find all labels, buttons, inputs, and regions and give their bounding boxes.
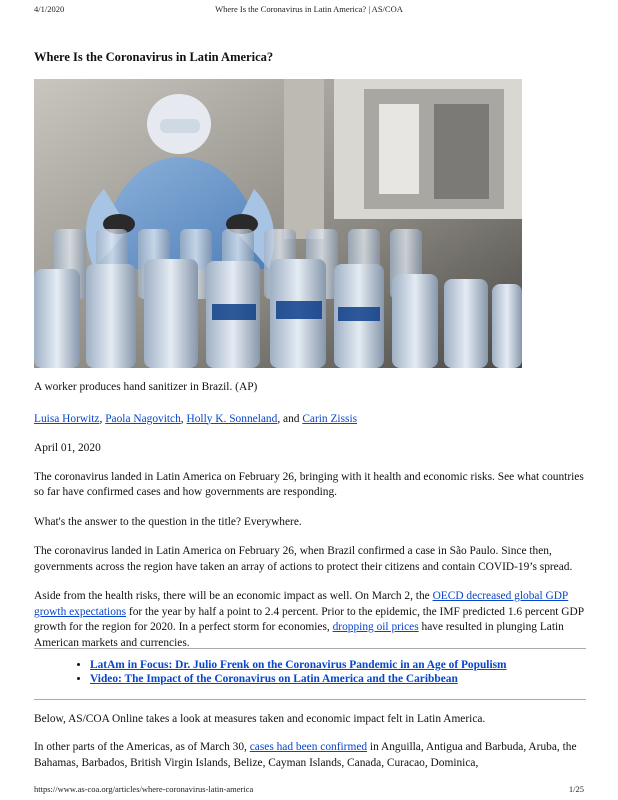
paragraph-text: In other parts of the Americas, as of March 30, — [34, 741, 250, 753]
byline-separator: , — [99, 412, 106, 425]
author-link[interactable]: Luisa Horwitz — [34, 412, 100, 425]
byline-separator: , — [180, 412, 187, 425]
oecd-link[interactable]: OECD decreased global GDP growth expectations — [34, 590, 569, 618]
byline-separator: , and — [277, 412, 303, 425]
page-url: https://www.as-coa.org/articles/where-coronavirus-latin-america — [34, 784, 254, 794]
article-title: Where Is the Coronavirus in Latin America? — [34, 50, 274, 64]
paragraph: The coronavirus landed in Latin America on February 26, when Brazil confirmed a case in São Paulo. Since then, governments across the region have taken an array of actions to protect their citizens and contain COVID-19’s spread. — [34, 545, 573, 573]
paragraph — [34, 740, 586, 771]
related-link[interactable]: Video: The Impact of the Coronavirus on Latin America and the Caribbean — [90, 672, 458, 685]
related-links-box — [34, 648, 586, 700]
paragraph-text: in Anguilla, Antigua and Barbuda, Aruba, the Bahamas, Barbados, British Virgin Islands, Belize, Cayman Islands, Canada, Curacao, Dominica, — [34, 741, 577, 769]
photo-caption: A worker produces hand sanitizer in Brazil. (AP) — [34, 381, 258, 393]
intro-paragraph: The coronavirus landed in Latin America on February 26, bringing with it health and economic risks. See what countries so far have confirmed cases and how governments are responding. — [34, 470, 584, 498]
article-body — [34, 380, 586, 651]
list-item — [90, 659, 586, 673]
print-header — [0, 4, 618, 16]
author-link[interactable]: Paola Nagovitch — [105, 412, 181, 425]
print-footer — [0, 784, 618, 796]
print-page-title: Where Is the Coronavirus in Latin America? | AS/COA — [215, 4, 403, 14]
cases-confirmed-link[interactable]: cases had been confirmed — [249, 741, 368, 753]
list-item — [90, 673, 586, 687]
paragraph-text: have resulted in plunging Latin American markets and currencies. — [34, 621, 564, 649]
publish-date: April 01, 2020 — [34, 442, 101, 454]
author-link[interactable]: Holly K. Sonneland — [186, 412, 278, 425]
oil-prices-link[interactable]: dropping oil prices — [332, 621, 419, 633]
paragraph: Below, AS/COA Online takes a look at measures taken and economic impact felt in Latin America. — [34, 713, 486, 725]
paragraph — [34, 589, 586, 651]
paragraph-text: for the year by half a point to 2.4 percent. Prior to the epidemic, the IMF predicted 1.6 percent GDP growth for the region for 2020. In a perfect storm for economies, — [34, 605, 584, 633]
related-link[interactable]: LatAm in Focus: Dr. Julio Frenk on the Coronavirus Pandemic in an Age of Populism — [90, 659, 507, 671]
paragraph: What's the answer to the question in the title? Everywhere. — [34, 515, 302, 528]
article-photo — [34, 79, 522, 368]
print-date: 4/1/2020 — [34, 4, 65, 14]
author-byline — [34, 412, 586, 428]
paragraph-text: Aside from the health risks, there will be an economic impact as well. On March 2, the — [34, 590, 433, 602]
page-number: 1/25 — [568, 784, 584, 794]
author-link[interactable]: Carin Zissis — [302, 412, 358, 425]
